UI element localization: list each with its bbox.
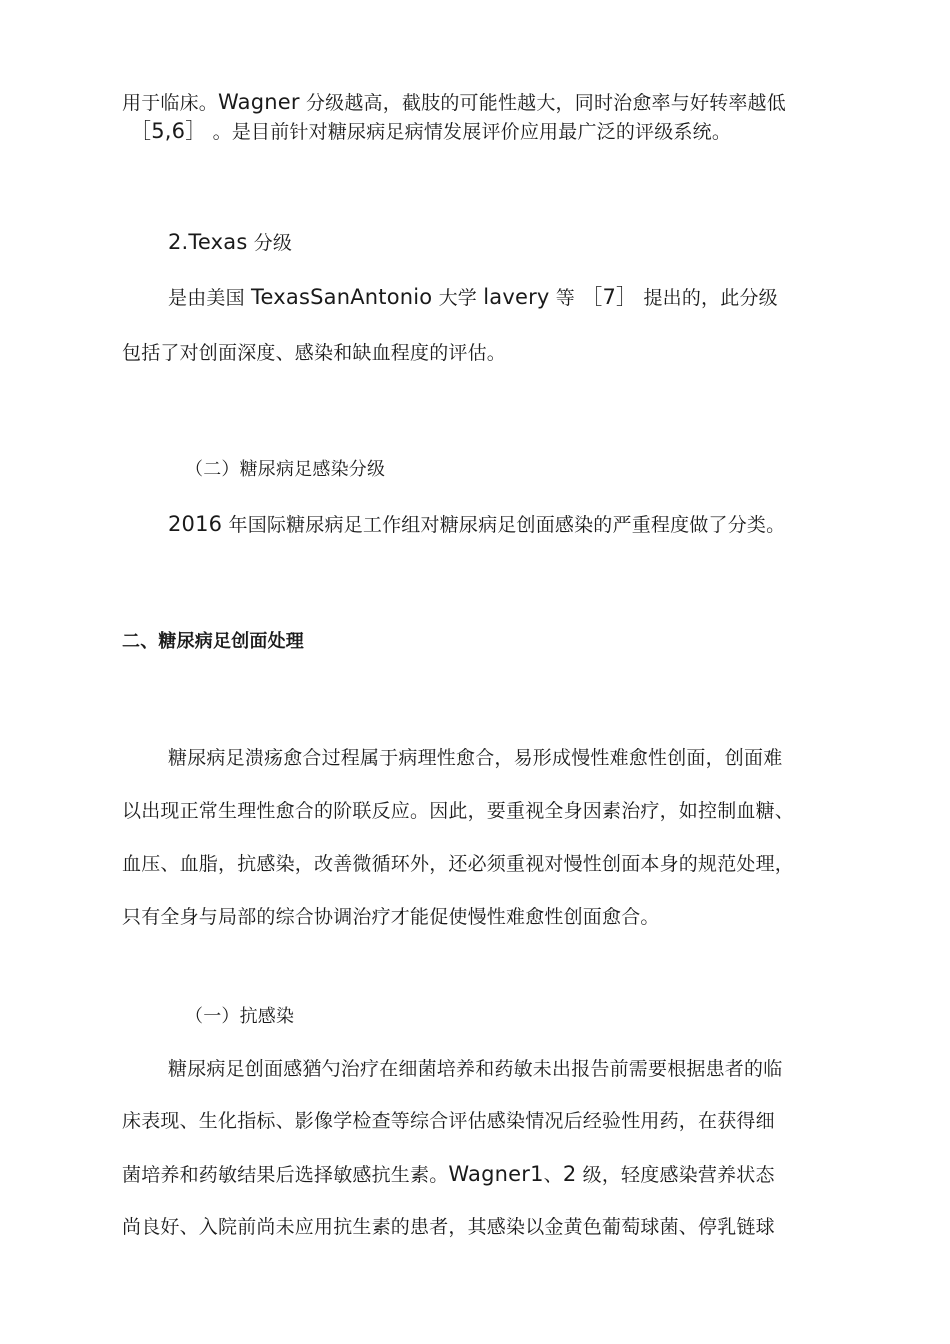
text-span: 大学 [432, 287, 484, 309]
sub2-para [168, 510, 785, 539]
citation: ［5,6］ [130, 119, 207, 143]
sub1-para-line2: 床表现、生化指标、影像学检查等综合评估感染情况后经验性用药，在获得细 [122, 1110, 775, 1132]
text-span: 提出的，此分级 [637, 287, 778, 309]
citation: ［7］ [581, 285, 638, 309]
sub1-para-line1: 糖尿病足创面感猶勺治疗在细菌培养和药敏未出报告前需要根据患者的临 [168, 1058, 783, 1080]
year: 2016 [168, 512, 223, 536]
text-span: 。是目前针对糖尿病足病情发展评价应用最广泛的评级系统。 [206, 121, 732, 143]
sub1-para-line4: 尚良好、入院前尚未应用抗生素的患者，其感染以金黄色葡萄球菌、停乳链球 [122, 1216, 775, 1238]
para1-line1 [122, 88, 786, 117]
para1-line2 [130, 117, 731, 146]
text-span: 分级越高，截肢的可能性越大，同时治愈率与好转率越低 [299, 92, 786, 114]
section2-para-line2: 以出现正常生理性愈合的阶联反应。因此，要重视全身因素治疗，如控制血糖、 [122, 800, 795, 822]
heading-number: 2.Texas [168, 230, 248, 254]
latin-term: TexasSanAntonio [251, 285, 433, 309]
text-span: 菌培养和药敏结果后选择敏感抗生素。 [122, 1164, 449, 1186]
section2-para-line3: 血压、血脂，抗感染，改善微循环外，还必须重视对慢性创面本身的规范处理， [122, 853, 795, 875]
texas-para-line2: 包括了对创面深度、感染和缺血程度的评估。 [122, 342, 507, 364]
texas-para-line1 [168, 283, 778, 312]
section2-para-line1: 糖尿病足溃疡愈合过程属于病理性愈合，易形成慢性难愈性创面，创面难 [168, 747, 783, 769]
section2-para-line4: 只有全身与局部的综合协调治疗才能促使慢性难愈性创面愈合。 [122, 906, 660, 928]
section2-heading: 二、糖尿病足创面处理 [122, 631, 304, 652]
text-span: 、 [543, 1164, 563, 1186]
text-span: 用于临床。 [122, 92, 219, 114]
latin-term: 2 [562, 1162, 577, 1186]
text-span: 级，轻度感染营养状态 [576, 1164, 775, 1186]
texas-heading [168, 228, 292, 257]
sub1-heading: （一）抗感染 [185, 1006, 295, 1027]
text-span: 是由美国 [168, 287, 252, 309]
latin-term: lavery [483, 285, 550, 309]
latin-term: Wagner1 [448, 1162, 544, 1186]
heading-text: 分级 [247, 232, 293, 254]
sub2-heading: （二）糖尿病足感染分级 [185, 459, 386, 480]
text-span: 年国际糖尿病足工作组对糖尿病足创面感染的严重程度做了分类。 [222, 514, 786, 536]
latin-term: Wagner [218, 90, 300, 114]
sub1-para-line3 [122, 1160, 775, 1189]
text-span: 等 [549, 287, 582, 309]
